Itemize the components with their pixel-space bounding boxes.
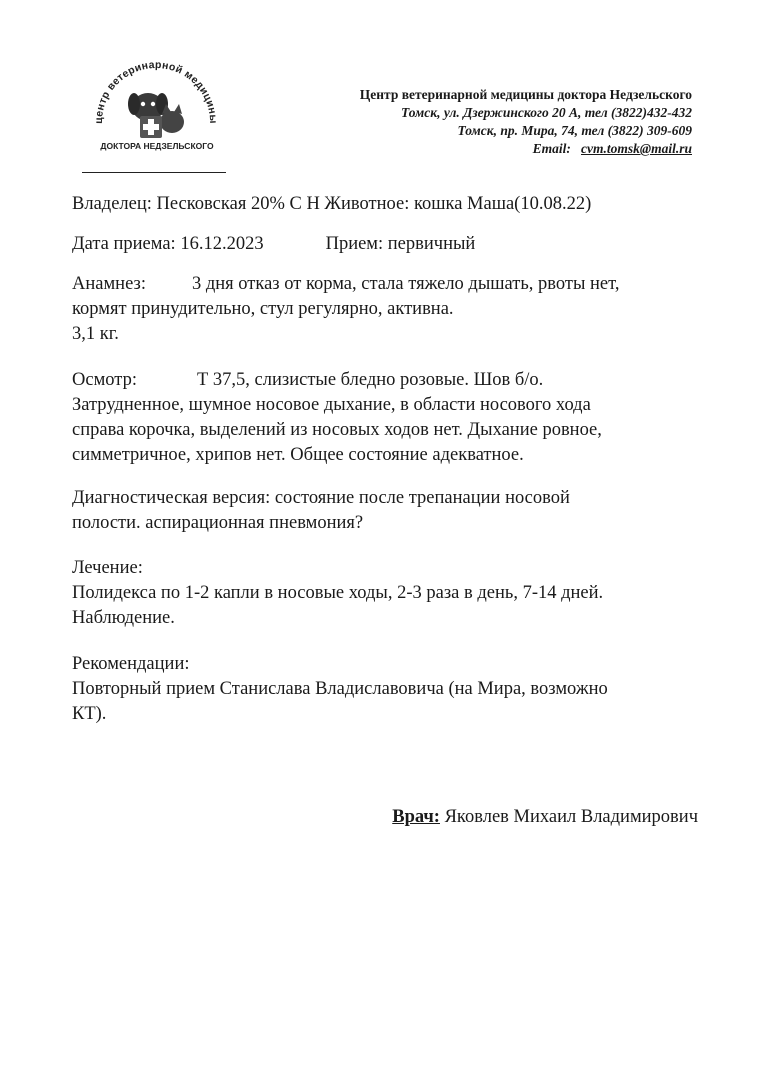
doctor-label: Врач: xyxy=(392,807,440,827)
anamnesis-text: 3 дня отказ от корма, стала тяжело дышать, рвоты нет, xyxy=(191,274,620,294)
date-row xyxy=(72,232,475,256)
exam-line-3: справа корочка, выделений из носовых ходов нет. Дыхание ровное, xyxy=(72,420,602,440)
doctor-signature xyxy=(392,807,698,828)
recommendations-line-2: КТ). xyxy=(72,704,107,724)
visit-type: Прием: первичный xyxy=(325,234,476,254)
logo-divider xyxy=(82,172,226,173)
email-link[interactable]: cvm.tomsk@mail.ru xyxy=(581,141,692,156)
anamnesis-label: Анамнез: xyxy=(72,274,146,294)
clinic-email-row xyxy=(272,140,692,158)
clinic-name: Центр ветеринарной медицины доктора Недзельского xyxy=(359,87,692,102)
logo-bottom-text: ДОКТОРА НЕДЗЕЛЬСКОГО xyxy=(100,141,214,151)
exam-row xyxy=(72,368,543,392)
logo-graphic xyxy=(82,52,232,152)
exam-label: Осмотр: xyxy=(72,370,137,390)
exam-line-4: симметричное, хрипов нет. Общее состояние адекватное. xyxy=(72,445,524,465)
treatment-line-1: Полидекса по 1-2 капли в носовые ходы, 2-3 раза в день, 7-14 дней. xyxy=(72,583,604,603)
treatment-line-2: Наблюдение. xyxy=(72,608,175,628)
email-label: Email: xyxy=(532,141,571,156)
logo-arc-text: центр ветеринарной медицины xyxy=(92,58,220,125)
diagnosis-line-1: Диагностическая версия: состояние после трепанации носовой xyxy=(72,488,570,508)
diagnosis-line-2: полости. аспирационная пневмония? xyxy=(72,513,364,533)
treatment-label: Лечение: xyxy=(72,558,143,578)
recommendations-line-1: Повторный прием Станислава Владиславовича (на Мира, возможно xyxy=(72,679,608,699)
owner-line: Владелец: Песковская 20% С Н Животное: кошка Маша(10.08.22) xyxy=(72,194,592,214)
exam-line-2: Затрудненное, шумное носовое дыхание, в области носового хода xyxy=(72,395,591,415)
cat-head-shape xyxy=(160,111,184,133)
weight: 3,1 кг. xyxy=(72,324,119,344)
clinic-address-1: Томск, ул. Дзержинского 20 А, тел (3822)432-432 xyxy=(401,105,692,120)
anamnesis-continued: кормят принудительно, стул регулярно, активна. xyxy=(72,299,454,319)
exam-text: Т 37,5, слизистые бледно розовые. Шов б/о. xyxy=(197,370,544,390)
clinic-address-2: Томск, пр. Мира, 74, тел (3822) 309-609 xyxy=(457,123,692,138)
doctor-name: Яковлев Михаил Владимирович xyxy=(444,807,698,827)
visit-date: Дата приема: 16.12.2023 xyxy=(72,234,264,254)
clinic-header xyxy=(272,86,692,158)
anamnesis-row xyxy=(72,272,619,296)
clinic-logo xyxy=(82,52,232,152)
recommendations-label: Рекомендации: xyxy=(72,654,190,674)
